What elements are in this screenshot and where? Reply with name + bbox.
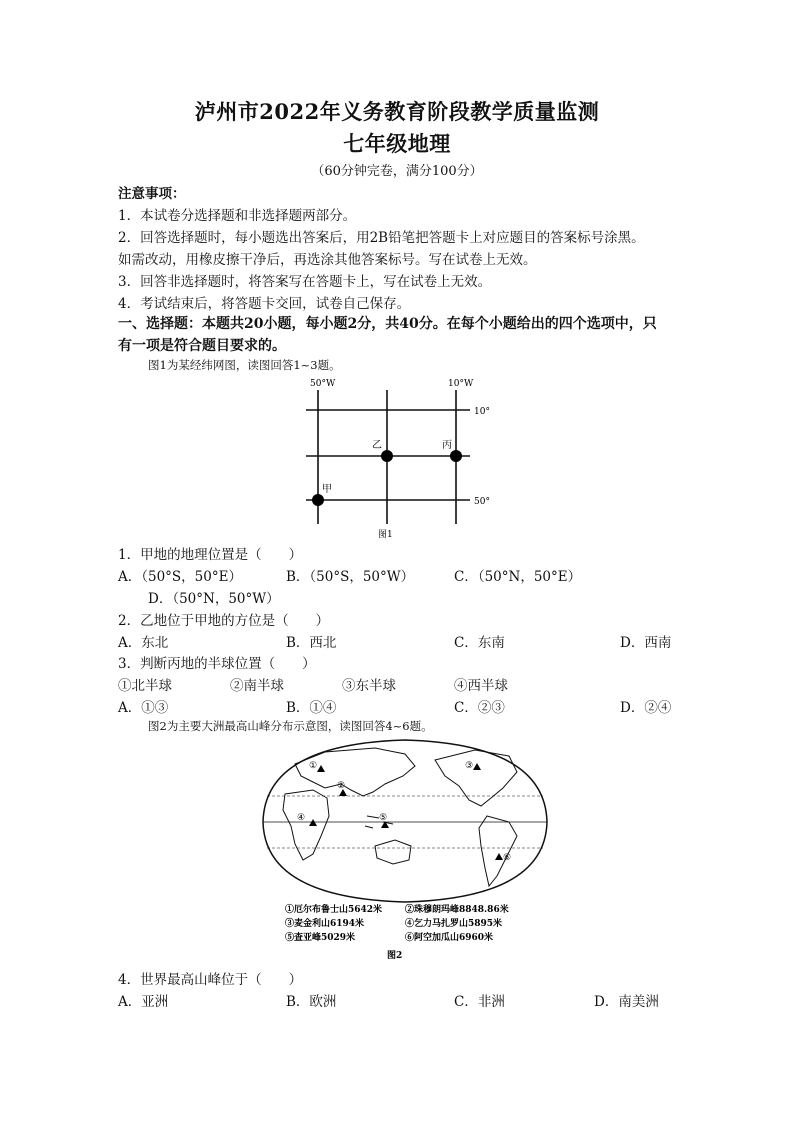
peak-label: ① — [309, 761, 318, 771]
exam-title: 泸州市2022年义务教育阶段教学质量监测 — [194, 99, 600, 124]
lon-label-right: 10°W — [448, 379, 474, 389]
question-2-stem: 2．乙地位于甲地的方位是（ ） — [118, 613, 330, 629]
option-b: B．（50°S，50°W） — [286, 569, 415, 585]
point-jia — [312, 494, 324, 506]
world-map-figure — [255, 736, 555, 964]
label-yi: 乙 — [372, 440, 382, 451]
option-d: D．南美洲 — [594, 994, 659, 1010]
point-yi — [381, 450, 393, 462]
legend-item: ④乞力马扎罗山5895米 — [405, 919, 503, 929]
lat-label-bottom: 50° — [474, 497, 490, 507]
figure2-intro: 图2为主要大洲最高山峰分布示意图，读图回答4~6题。 — [148, 719, 433, 733]
option-a: A．①③ — [118, 700, 169, 716]
option-b: B．①④ — [286, 700, 337, 716]
figure1-caption: 图1 — [378, 530, 393, 540]
figure1-intro: 图1为某经纬网图，读图回答1~3题。 — [148, 358, 341, 372]
legend-item: ①厄尔布鲁士山5642米 — [285, 905, 383, 915]
option-c: C．（50°N，50°E） — [454, 569, 582, 585]
subject-title: 七年级地理 — [343, 131, 451, 156]
question-3-stem: 3．判断丙地的半球位置（ ） — [118, 656, 316, 672]
option-d: D．西南 — [620, 635, 672, 651]
peak-label: ⑥ — [503, 853, 512, 863]
exam-subtitle: （60分钟完卷，满分100分） — [311, 164, 483, 179]
peak-label: ② — [337, 781, 346, 791]
option-b: B．欧洲 — [286, 994, 337, 1010]
statement-4: ④西半球 — [454, 678, 508, 694]
question-1-stem: 1．甲地的地理位置是（ ） — [118, 547, 303, 563]
option-a: A．东北 — [118, 635, 169, 651]
legend-item: ⑥阿空加瓜山6960米 — [405, 933, 494, 943]
question-4-stem: 4．世界最高山峰位于（ ） — [118, 972, 303, 988]
section-heading-cont: 有一项是符合题目要求的。 — [118, 338, 286, 354]
legend-item: ⑤查亚峰5029米 — [285, 933, 356, 943]
graticule-figure — [290, 372, 510, 542]
note-item: 3．回答非选择题时，将答案写在答题卡上，写在试卷上无效。 — [118, 274, 492, 290]
statement-3: ③东半球 — [342, 678, 396, 694]
option-d: D．②④ — [620, 700, 672, 716]
notes-heading: 注意事项： — [118, 186, 186, 202]
statement-2: ②南半球 — [230, 678, 284, 694]
peak-label: ③ — [465, 761, 474, 771]
lat-label-top: 10° — [474, 407, 490, 417]
peak-label: ⑤ — [379, 813, 388, 823]
option-a: A．（50°S，50°E） — [118, 569, 242, 585]
option-b: B．西北 — [286, 635, 337, 651]
figure2-caption: 图2 — [387, 951, 403, 961]
option-c: C．东南 — [454, 635, 505, 651]
label-jia: 甲 — [322, 484, 332, 495]
statement-1: ①北半球 — [118, 678, 172, 694]
note-item: 如需改动，用橡皮擦干净后，再选涂其他答案标号。写在试卷上无效。 — [118, 252, 537, 268]
note-item: 4．考试结束后，将答题卡交回，试卷自己保存。 — [118, 296, 411, 312]
legend-item: ②珠穆朗玛峰8848.86米 — [405, 905, 509, 915]
option-d: D．（50°N，50°W） — [148, 591, 280, 607]
label-bing: 丙 — [442, 440, 452, 451]
option-c: C．非洲 — [454, 994, 505, 1010]
option-a: A．亚洲 — [118, 994, 169, 1010]
point-bing — [450, 450, 462, 462]
option-c: C．②③ — [454, 700, 505, 716]
peak-label: ④ — [297, 813, 306, 823]
legend-item: ③麦金利山6194米 — [285, 919, 365, 929]
note-item: 1．本试卷分选择题和非选择题两部分。 — [118, 208, 357, 224]
section-heading: 一、选择题：本题共20小题，每小题2分，共40分。在每个小题给出的四个选项中，只 — [118, 316, 657, 332]
lon-label-left: 50°W — [310, 379, 336, 389]
note-item: 2．回答选择题时，每小题选出答案后，用2B铅笔把答题卡上对应题目的答案标号涂黑。 — [118, 230, 645, 246]
